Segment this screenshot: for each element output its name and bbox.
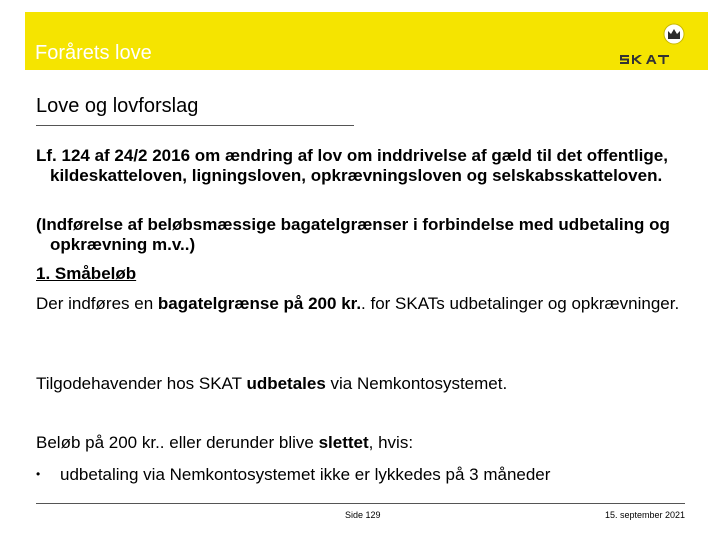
payout-text-a: Tilgodehavender hos SKAT (36, 374, 247, 393)
deletion-text-c: , hvis: (368, 433, 414, 452)
page-number: Side 129 (345, 510, 381, 520)
bullet-icon: • (36, 467, 41, 481)
subtitle-divider (36, 125, 354, 126)
payout-paragraph (36, 374, 710, 394)
section-subtitle: Love og lovforslag (36, 95, 199, 117)
section-heading: 1. Småbeløb (36, 264, 137, 283)
threshold-text-a: Der indføres en (36, 294, 158, 313)
skat-logo (616, 22, 686, 66)
deletion-text-bold: slettet (318, 433, 369, 452)
slide-title: Forårets love (35, 42, 152, 64)
bullet-text: udbetaling via Nemkontosystemet ikke er lykkedes på 3 måneder (60, 465, 551, 484)
lf-paragraph: Lf. 124 af 24/2 2016 om ændring af lov om inddrivelse af gæld til det offentlige, kildeskatteloven, ligningsloven, opkrævningsloven og selskabsskatteloven. (36, 146, 668, 185)
threshold-paragraph (36, 294, 710, 314)
payout-text-c: via Nemkontosystemet. (325, 374, 508, 393)
skat-wordmark (620, 55, 669, 64)
footer-date: 15. september 2021 (604, 510, 685, 520)
payout-text-bold: udbetales (246, 374, 326, 393)
footer-divider (36, 503, 685, 504)
deletion-paragraph (36, 433, 710, 453)
header-band (25, 12, 708, 70)
deletion-text-a: Beløb på 200 kr.. eller derunder blive (36, 433, 319, 452)
threshold-text-c: . for SKATs udbetalinger og opkrævninger. (361, 294, 680, 313)
intro-paragraph: (Indførelse af beløbsmæssige bagatelgrænser i forbindelse med udbetaling og opkrævning m.v..) (36, 215, 670, 254)
threshold-text-bold: bagatelgrænse på 200 kr. (157, 294, 362, 313)
